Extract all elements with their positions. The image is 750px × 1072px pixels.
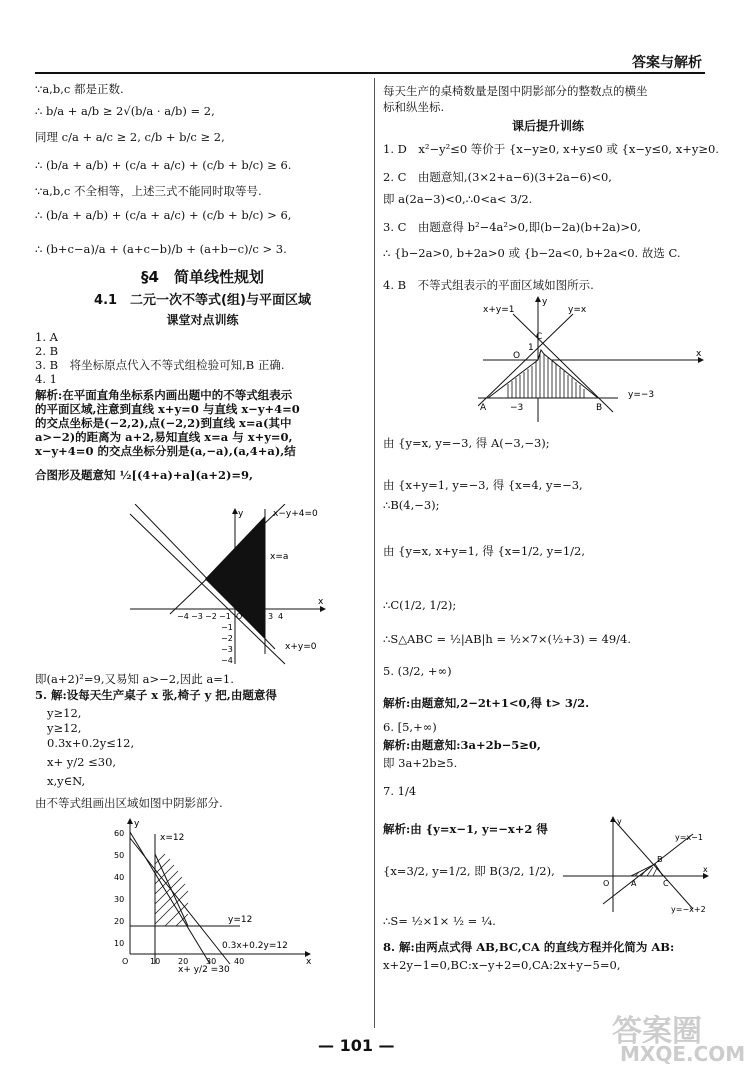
tick-label: 4 (278, 612, 284, 621)
tick-label: 20 (114, 917, 125, 926)
watermark: 答案圈 (612, 1014, 702, 1049)
tick-label: 20 (178, 957, 189, 966)
axis-label: y (134, 819, 140, 829)
answer-line: 4. 1 (35, 372, 57, 386)
page-header: 答案与解析 (632, 55, 702, 71)
text-line: 标和纵坐标. (383, 100, 445, 114)
system-row: x,y∈N, (47, 774, 86, 788)
tick-label: 40 (234, 957, 245, 966)
header-rule (35, 72, 705, 74)
line-label: y=−3 (628, 390, 655, 400)
text-line: ∴ (b+c−a)/a + (a+c−b)/b + (a+b−c)/c > 3. (35, 242, 287, 256)
line-label: x+y=1 (483, 305, 515, 315)
analysis-line: 解析:由 {y=x−1, y=−x+2 得 (383, 822, 548, 836)
line-label: x−y+4=0 (273, 509, 318, 519)
answer-line: 3. C 由题意得 b²−4a²>0,即(b−2a)(b+2a)>0, (383, 220, 641, 234)
analysis-line: 解析:在平面直角坐标系内画出题中的不等式组表示 (35, 388, 293, 402)
tick-label: 30 (206, 957, 217, 966)
text-line: ∵a,b,c 都是正数. (35, 82, 124, 96)
analysis-line: 合图形及题意知 ½[(4+a)+a](a+2)=9, (35, 468, 254, 482)
analysis-line: 解析:由题意知,2−2t+1<0,得 t> 3/2. (383, 696, 590, 710)
analysis-line: 的平面区域,注意到直线 x+y=0 与直线 x−y+4=0 (35, 402, 300, 416)
line-label: y=x (568, 305, 587, 315)
point-label: C (536, 332, 543, 342)
answer-line: ∴ {b−2a>0, b+2a>0 或 {b−2a<0, b+2a<0. 故选 C. (383, 246, 681, 260)
line-label: x+ y/2 =30 (178, 965, 230, 974)
answer-line: 即 a(2a−3)<0,∴0<a< 3/2. (383, 192, 533, 206)
page-number: — 101 — (318, 1036, 395, 1055)
axis-label: y (542, 297, 548, 307)
text-line: ∴ b/a + a/b ≥ 2√(b/a · a/b) = 2, (35, 104, 215, 118)
line-label: y=x−1 (675, 833, 703, 842)
analysis-line: a>−2)的距离为 a+2,易知直线 x=a 与 x+y=0, (35, 430, 293, 444)
system-row: x+ y/2 ≤30, (47, 755, 117, 769)
point-label: O (603, 879, 610, 888)
figure-triangle-abc (478, 294, 708, 424)
system-row: y≥12, (47, 721, 82, 735)
answer-line: {x=3/2, y=1/2, 即 B(3/2, 1/2), (383, 864, 555, 878)
tick-label: O (236, 612, 243, 621)
answer-line: x+2y−1=0,BC:x−y+2=0,CA:2x+y−5=0, (383, 958, 621, 972)
text-line: ∴ (b/a + a/b) + (c/a + a/c) + (c/b + b/c) ≥ 6. (35, 158, 292, 172)
system-row: y≥12, (47, 706, 82, 720)
tick-label: −1 (219, 612, 231, 621)
figure-feasible-region (110, 814, 320, 974)
point-label: O (513, 351, 521, 361)
axis-label: x (696, 349, 702, 359)
answer-line: 1. D x²−y²≤0 等价于 {x−y≥0, x+y≤0 或 {x−y≤0, x+y≥0. (383, 142, 719, 156)
text-line: 每天生产的桌椅数量是图中阴影部分的整数点的横坐 (383, 84, 648, 98)
axis-label: x (306, 957, 312, 967)
text-line: 由不等式组画出区域如图中阴影部分. (35, 796, 223, 810)
line-label: y=12 (228, 915, 253, 925)
analysis-line: 的交点坐标是(−2,2),点(−2,2)到直线 x=a(其中 (35, 416, 292, 430)
answer-line: 由 {y=x, y=−3, 得 A(−3,−3); (383, 436, 550, 450)
answer-line: 由 {x+y=1, y=−3, 得 {x=4, y=−3, (383, 478, 583, 492)
point-label: C (663, 879, 669, 888)
subsection-title: 4.1 二元一次不等式(组)与平面区域 (94, 293, 311, 308)
answer-line: 3. B 将坐标原点代入不等式组检验可知,B 正确. (35, 358, 285, 372)
tick-label: −2 (205, 612, 217, 621)
tick-label: 50 (114, 851, 125, 860)
text-line: 同理 c/a + a/c ≥ 2, c/b + b/c ≥ 2, (35, 130, 225, 144)
tick-label: −2 (221, 634, 233, 643)
column-separator (374, 78, 375, 1028)
tick-label: 40 (114, 873, 125, 882)
answer-line: 1. A (35, 330, 58, 344)
practice-heading: 课堂对点训练 (166, 313, 239, 327)
tick-label: −3 (221, 645, 233, 654)
text-line: ∴ (b/a + a/b) + (c/a + a/c) + (c/b + b/c) > 6, (35, 208, 292, 222)
answer-line: 4. B 不等式组表示的平面区域如图所示. (383, 278, 594, 292)
answer-line: ∴S△ABC = ½|AB|h = ½×7×(½+3) = 49/4. (383, 632, 631, 646)
tick-label: 10 (114, 939, 125, 948)
text-line: 即(a+2)²=9,又易知 a>−2,因此 a=1. (35, 672, 234, 686)
answer-line: 2. B (35, 344, 59, 358)
line-label: x=12 (160, 833, 185, 843)
tick-label: 10 (150, 957, 161, 966)
tick-label: −3 (191, 612, 203, 621)
practice-heading: 课后提升训练 (511, 119, 584, 133)
tick-label: 3 (268, 612, 274, 621)
tick-label: −3 (510, 403, 524, 413)
answer-line: 5. (3/2, +∞) (383, 664, 452, 678)
tick-label: 60 (114, 829, 125, 838)
axis-label: y (238, 509, 244, 519)
inequality-system (47, 706, 134, 789)
answer-line: 2. C 由题意知,(3×2+a−6)(3+2a−6)<0, (383, 170, 612, 184)
point-label: B (657, 855, 663, 864)
tick-label: 30 (114, 895, 125, 904)
answer-line: 由 {y=x, x+y=1, 得 {x=1/2, y=1/2, (383, 544, 585, 558)
tick-label: −1 (221, 623, 233, 632)
tick-label: −4 (177, 612, 189, 621)
answer-line: 即 3a+2b≥5. (383, 756, 458, 770)
answer-line: ∴B(4,−3); (383, 498, 440, 512)
section-title: §4 简单线性规划 (141, 268, 264, 286)
analysis-line: x−y+4=0 的交点坐标分别是(a,−a),(a,4+a),结 (35, 444, 296, 458)
line-label: x+y=0 (285, 642, 317, 652)
axis-label: y (617, 817, 622, 826)
text-line: 5. 解:设每天生产桌子 x 张,椅子 y 把,由题意得 (35, 688, 277, 702)
system-row: 0.3x+0.2y≤12, (47, 736, 135, 750)
axis-label: x (703, 865, 708, 874)
tick-label: 1 (528, 343, 534, 353)
axis-label: x (318, 597, 324, 607)
tick-label: O (122, 957, 129, 966)
answer-line: ∴C(1/2, 1/2); (383, 598, 457, 612)
line-label: y=−x+2 (671, 905, 706, 914)
point-label: A (631, 879, 637, 888)
analysis-line: 解析:由题意知:3a+2b−5≥0, (383, 738, 541, 752)
tick-label: −4 (221, 656, 233, 665)
line-label: x=a (270, 552, 289, 562)
answer-line: ∴S= ½×1× ½ = ¼. (383, 914, 496, 928)
point-label: A (480, 403, 487, 413)
figure-region-a (125, 504, 335, 669)
text-line: ∵a,b,c 不全相等，上述三式不能同时取等号. (35, 184, 262, 198)
point-label: B (596, 403, 603, 413)
answer-line: 8. 解:由两点式得 AB,BC,CA 的直线方程并化简为 AB: (383, 940, 675, 954)
line-label: 0.3x+0.2y=12 (222, 941, 288, 951)
figure-triangle-small (563, 814, 713, 914)
answer-line: 6. [5,+∞) (383, 720, 437, 734)
answer-line: 7. 1/4 (383, 784, 417, 798)
watermark: MXQE.COM (620, 1042, 746, 1066)
